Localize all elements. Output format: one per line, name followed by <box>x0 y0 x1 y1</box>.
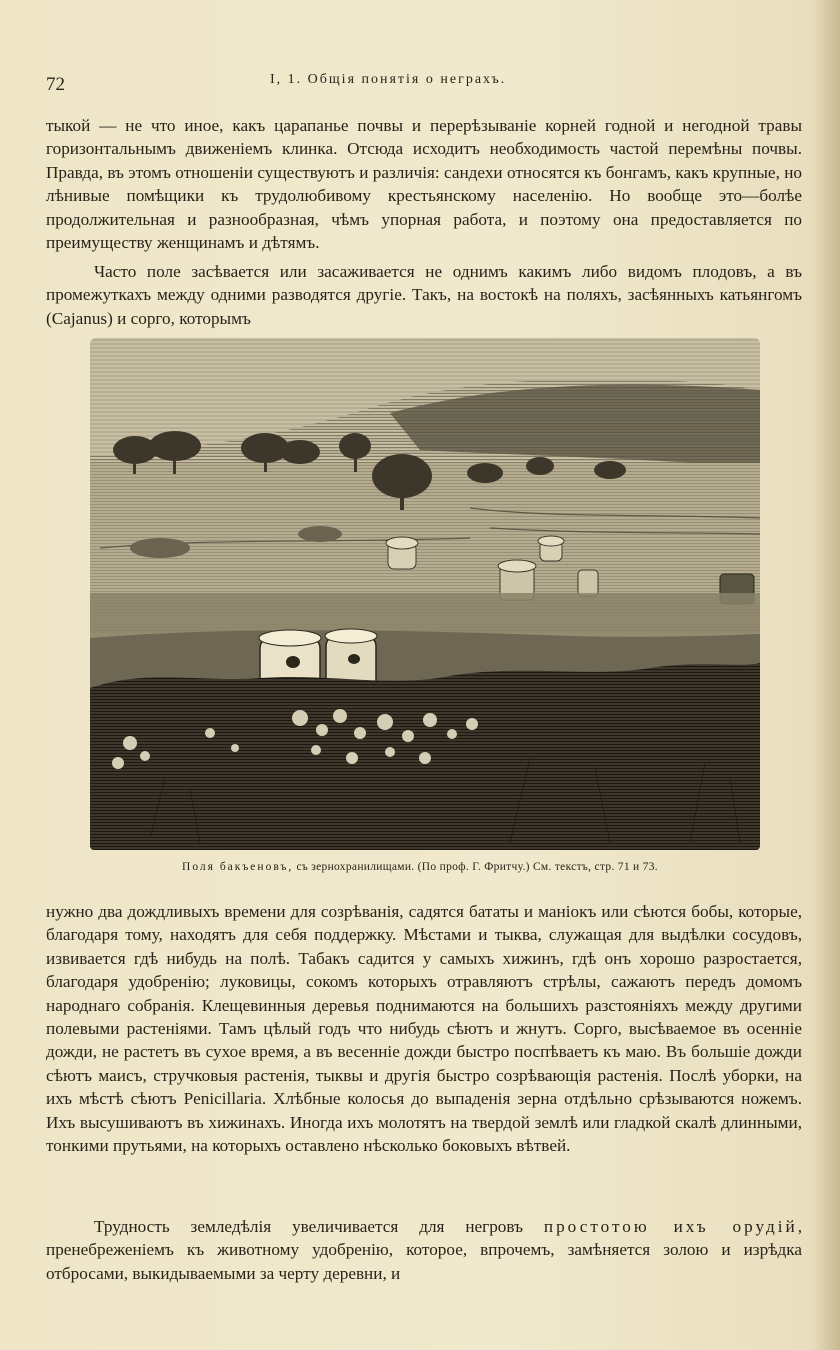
paragraph-4-start: Трудность земледѣлія увеличивается для негровъ <box>94 1217 544 1236</box>
engraving-illustration <box>90 338 760 850</box>
running-head: I, 1. Общія понятія о неграхъ. <box>270 72 507 87</box>
paragraph-4-emphasis: простотою ихъ орудій <box>543 1217 798 1236</box>
page-number: 72 <box>46 74 65 95</box>
paragraph-1: тыкой — не что иное, какъ царапанье почвы и перерѣзываніе корней годной и негодной травы горизонтальнымъ движеніемъ клинка. Отсюда исходитъ необходимость частой перемѣны почвы. Правда, въ этомъ отношеніи существуютъ и различія: сандехи относятся къ бонгамъ, какъ крупные, но лѣнивые помѣщики къ трудолюбивому крестьянскому населенію. Но вообще это—болѣе продолжительная и разнообразная, чѣмъ упорная работа, и поэтому она предоставляется по преимуществу женщинамъ и дѣтямъ. <box>46 116 802 253</box>
page-edge-shadow <box>814 0 840 1350</box>
figure-caption <box>0 861 840 873</box>
paragraph-4-end: , пренебреженіемъ къ животному удобренію, которое, впрочемъ, замѣняется золою и изрѣдка отбросами, выкидываемыми за черту деревни, и <box>46 1217 802 1283</box>
caption-text: съ зернохранилищами. (По проф. Г. Фритчу.) См. текстъ, стр. 71 и 73. <box>293 861 658 873</box>
paragraph-3: нужно два дождливыхъ времени для созрѣванія, садятся бататы и маніокъ или сѣются бобы, которые, благодаря тому, находятъ для себя поддержку. Мѣстами и тыква, служащая для выдѣлки сосудовъ, извивается гдѣ нибудь на полѣ. Табакъ садится у самыхъ хижинъ, гдѣ онъ хорошо разростается, благодаря удобренію; луковицы, сокомъ которыхъ отравляютъ стрѣлы, сажаютъ передъ домомъ народнаго собранія. Клещевинныя деревья поднимаются на большихъ разстояніяхъ между другими полевыми растеніями. Тамъ цѣлый годъ что нибудь сѣютъ и жнутъ. Сорго, высѣваемое въ осенніе дожди, не растетъ въ сухое время, а въ весенніе дожди быстро поспѣваетъ къ маю. Въ большіе дожди сѣютъ маисъ, стручковыя растенія, тыквы и другія быстро созрѣвающія растенія. Послѣ уборки, на ихъ мѣстѣ сѣютъ Penicillaria. Хлѣбные колосья до выпаденія зерна отдѣльно срѣзываются ножемъ. Ихъ высушиваютъ въ хижинахъ. Иногда ихъ молотятъ на твердой землѣ или гладкой скалѣ длинными, тонкими прутьями, на которыхъ оставлено нѣсколько боковыхъ вѣтвей. <box>46 902 802 1156</box>
caption-title: Поля бакъеновъ, <box>182 861 294 873</box>
paragraph-2: Часто поле засѣвается или засаживается не однимъ какимъ либо видомъ плодовъ, а въ промежуткахъ между одними разводятся другіе. Такъ, на востокѣ на поляхъ, засѣянныхъ катьянгомъ (Cajanus) и сорго, которымъ <box>46 262 802 328</box>
paragraph-4 <box>46 1215 802 1285</box>
